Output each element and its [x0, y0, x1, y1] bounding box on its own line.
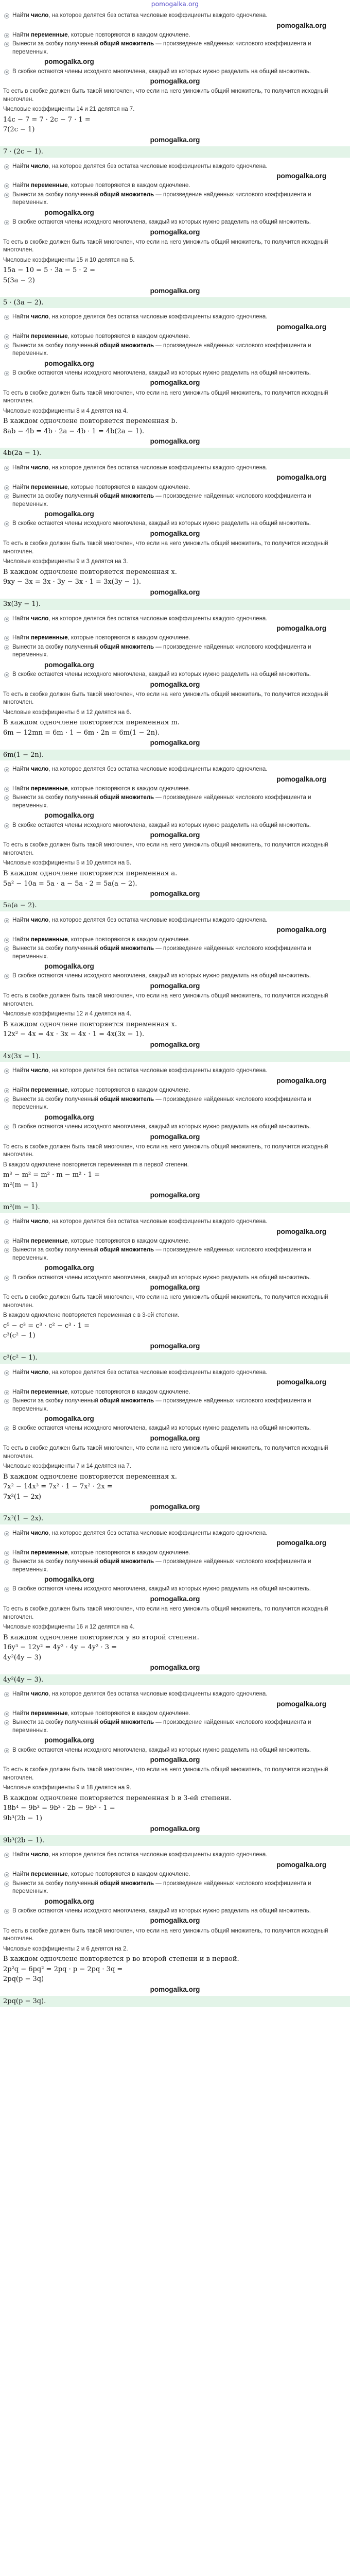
- bullet-icon: [4, 1426, 9, 1431]
- step-find-variables: Найти переменные, которые повторяются в каждом одночлене.: [3, 1549, 347, 1558]
- solution-section: [0, 1689, 350, 1850]
- bullet-icon: [4, 334, 9, 340]
- solution-section: [0, 463, 350, 614]
- step-find-variables: Найти переменные, которые повторяются в каждом одночлене.: [3, 1086, 347, 1095]
- math-line: В каждом одночлене повторяется переменная a.: [3, 869, 178, 877]
- site-title[interactable]: pomogalka.org: [151, 1, 199, 8]
- watermark: pomogalka.org: [276, 1077, 326, 1084]
- math-line: 12x² − 4x = 4x · 3x − 4x · 1 = 4x(3x − 1).: [3, 1030, 145, 1039]
- step-divide: В скобке остаются члены исходного многочлена, каждый из которых нужно разделить на общий множитель.: [3, 1585, 347, 1594]
- bullet-icon: [4, 1551, 9, 1556]
- step-factor-out: Вынести за скобку полученный общий множитель — произведение найденных числового коэффициента и переменных.: [3, 643, 347, 660]
- watermark: pomogalka.org: [150, 1040, 200, 1048]
- watermark: pomogalka.org: [150, 680, 200, 688]
- math-line: 16y³ − 12y² = 4y² · 4y − 4y² · 3 =: [3, 1643, 117, 1652]
- math-line: 7(2c − 1): [3, 126, 35, 134]
- section-intro: Числовые коэффициенты 15 и 10 делятся на 5.: [3, 257, 135, 263]
- step-factor-out: Вынести за скобку полученный общий множитель — произведение найденных числового коэффициента и переменных.: [3, 1718, 347, 1735]
- bullet-icon: [4, 371, 9, 376]
- step-divide: В скобке остаются члены исходного многочлена, каждый из которых нужно разделить на общий множитель.: [3, 1907, 347, 1916]
- watermark: pomogalka.org: [150, 529, 200, 537]
- answer-line: 4y²(4y − 3).: [0, 1674, 350, 1686]
- step-find-variables: Найти переменные, которые повторяются в каждом одночлене.: [3, 1388, 347, 1397]
- bullet-icon: [4, 823, 9, 828]
- step-factor-out: Вынести за скобку полученный общий множитель — произведение найденных числового коэффициента и переменных.: [3, 793, 347, 810]
- watermark: pomogalka.org: [44, 962, 94, 971]
- bullet-icon: [4, 1276, 9, 1281]
- math-line: 6m − 12mn = 6m · 1 − 6m · 2n = 6m(1 − 2n).: [3, 728, 160, 737]
- check-note: То есть в скобке должен быть такой многочлен, что если на него умножить общий множитель, то получится исходный многочлен.: [3, 1294, 328, 1309]
- math-lines: [3, 1793, 347, 1834]
- answer-line: 6m(1 − 2n).: [0, 750, 350, 761]
- step-divide: В скобке остаются члены исходного многочлена, каждый из которых нужно разделить на общий множитель.: [3, 1274, 347, 1283]
- step-divide: В скобке остаются члены исходного многочлена, каждый из которых нужно разделить на общий множитель.: [3, 369, 347, 378]
- bullet-icon: [4, 13, 9, 19]
- solution-section: [0, 10, 350, 161]
- watermark: pomogalka.org: [150, 437, 200, 446]
- watermark: pomogalka.org: [276, 1860, 326, 1869]
- math-line: m³ − m² = m² · m − m² · 1 =: [3, 1171, 100, 1179]
- check-note: То есть в скобке должен быть такой многочлен, что если на него умножить общий множитель, то получится исходный многочлен.: [3, 1606, 328, 1620]
- watermark: pomogalka.org: [150, 1342, 200, 1350]
- math-lines: [3, 1633, 347, 1673]
- bullet-icon: [4, 974, 9, 979]
- section-intro: Числовые коэффициенты 14 и 21 делятся на 7.: [3, 106, 135, 113]
- watermark: pomogalka.org: [150, 379, 200, 387]
- watermark: pomogalka.org: [150, 1595, 200, 1603]
- step-divide: В скобке остаются члены исходного многочлена, каждый из которых нужно разделить на общий множитель.: [3, 821, 347, 831]
- math-line: В каждом одночлене повторяется p во второй степени и в первой.: [3, 1955, 239, 1963]
- bullet-icon: [4, 220, 9, 225]
- watermark: pomogalka.org: [276, 473, 326, 482]
- watermark: pomogalka.org: [276, 775, 326, 783]
- watermark: pomogalka.org: [150, 135, 200, 144]
- bullet-icon: [4, 1711, 9, 1717]
- watermark: pomogalka.org: [44, 1113, 94, 1121]
- math-lines: [3, 1170, 347, 1200]
- bullet-icon: [4, 795, 9, 801]
- section-intro: В каждом одночлене повторяется переменная m в первой степени.: [3, 1161, 189, 1168]
- step-factor-out: Вынести за скобку полученный общий множитель — произведение найденных числового коэффициента и переменных.: [3, 191, 347, 208]
- solution-section: [0, 1367, 350, 1528]
- math-line: 5(3a − 2): [3, 276, 35, 284]
- check-note: То есть в скобке должен быть такой многочлен, что если на него умножить общий множитель, то получится исходный многочлен.: [3, 1927, 328, 1942]
- check-note: То есть в скобке должен быть такой многочлен, что если на него умножить общий множитель, то получится исходный многочлен.: [3, 691, 328, 706]
- bullet-icon: [4, 787, 9, 792]
- math-line: 2pq(p − 3q): [3, 1975, 44, 1984]
- math-line: 9xy − 3x = 3x · 3y − 3x · 1 = 3x(3y − 1).: [3, 578, 141, 586]
- solution-section: [0, 312, 350, 463]
- answer-line: 4b(2a − 1).: [0, 448, 350, 459]
- step-find-number: Найти число, на которое делятся без остатка числовые коэффициенты каждого одночлена.: [3, 1690, 347, 1699]
- watermark: pomogalka.org: [276, 1227, 326, 1235]
- watermark: pomogalka.org: [276, 1700, 326, 1708]
- step-find-variables: Найти переменные, которые повторяются в каждом одночлене.: [3, 1237, 347, 1246]
- bullet-icon: [4, 1390, 9, 1395]
- step-find-variables: Найти переменные, которые повторяются в каждом одночлене.: [3, 1870, 347, 1879]
- section-intro: Числовые коэффициенты 6 и 12 делятся на 6.: [3, 709, 131, 716]
- watermark: pomogalka.org: [276, 21, 326, 29]
- step-find-variables: Найти переменные, которые повторяются в каждом одночлене.: [3, 936, 347, 945]
- step-find-number: Найти число, на которое делятся без остатка числовые коэффициенты каждого одночлена.: [3, 1368, 347, 1378]
- step-divide: В скобке остаются члены исходного многочлена, каждый из которых нужно разделить на общий множитель.: [3, 972, 347, 981]
- math-line: В каждом одночлене повторяется y во второй степени.: [3, 1633, 199, 1641]
- bullet-icon: [4, 1882, 9, 1887]
- watermark: pomogalka.org: [150, 1132, 200, 1141]
- step-divide: В скобке остаются члены исходного многочлена, каждый из которых нужно разделить на общий множитель.: [3, 519, 347, 529]
- step-factor-out: Вынести за скобку полученный общий множитель — произведение найденных числового коэффициента и переменных.: [3, 944, 347, 961]
- math-lines: [3, 869, 347, 899]
- bullet-icon: [4, 494, 9, 499]
- bullet-icon: [4, 315, 9, 320]
- answer-line: 7 · (2c − 1).: [0, 146, 350, 158]
- math-line: 14c − 7 = 7 · 2c − 7 · 1 =: [3, 115, 91, 124]
- bullet-icon: [4, 1531, 9, 1536]
- section-intro: Числовые коэффициенты 8 и 4 делятся на 4.: [3, 408, 128, 414]
- bullet-icon: [4, 1872, 9, 1877]
- step-factor-out: Вынести за скобку полученный общий множитель — произведение найденных числового коэффициента и переменных.: [3, 1879, 347, 1896]
- step-find-number: Найти число, на которое делятся без остатка числовые коэффициенты каждого одночлена.: [3, 1851, 347, 1860]
- step-factor-out: Вынести за скобку полученный общий множитель — произведение найденных числового коэффициента и переменных.: [3, 40, 347, 57]
- bullet-icon: [4, 164, 9, 170]
- math-line: 5a² − 10a = 5a · a − 5a · 2 = 5a(a − 2).: [3, 879, 137, 888]
- answer-line: 4x(3x − 1).: [0, 1051, 350, 1062]
- math-line: 7x² − 14x³ = 7x² · 1 − 7x² · 2x =: [3, 1483, 113, 1491]
- watermark: pomogalka.org: [276, 1378, 326, 1386]
- bullet-icon: [4, 645, 9, 650]
- answer-line: 7x²(1 − 2x).: [0, 1513, 350, 1524]
- step-divide: В скобке остаются члены исходного многочлена, каждый из которых нужно разделить на общий множитель.: [3, 67, 347, 77]
- watermark: pomogalka.org: [276, 624, 326, 633]
- check-note: То есть в скобке должен быть такой многочлен, что если на него умножить общий множитель, то получится исходный многочлен.: [3, 993, 328, 1007]
- watermark: pomogalka.org: [150, 831, 200, 839]
- bullet-icon: [4, 918, 9, 923]
- step-find-number: Найти число, на которое делятся без остатка числовые коэффициенты каждого одночлена.: [3, 464, 347, 473]
- watermark: pomogalka.org: [150, 286, 200, 295]
- math-lines: [3, 718, 347, 748]
- bullet-icon: [4, 1560, 9, 1565]
- math-line: В каждом одночлене повторяется переменная x.: [3, 1020, 177, 1028]
- bullet-icon: [4, 636, 9, 641]
- answer-line: 2pq(p − 3q).: [0, 1996, 350, 2007]
- math-line: 15a − 10 = 5 · 3a − 5 · 2 =: [3, 266, 95, 275]
- math-line: 4y²(4y − 3): [3, 1653, 42, 1662]
- bullet-icon: [4, 1248, 9, 1253]
- math-lines: [3, 1020, 347, 1050]
- bullet-icon: [4, 1587, 9, 1592]
- watermark: pomogalka.org: [150, 1434, 200, 1442]
- bullet-icon: [4, 42, 9, 47]
- step-factor-out: Вынести за скобку полученный общий множитель — произведение найденных числового коэффициента и переменных.: [3, 492, 347, 509]
- watermark: pomogalka.org: [44, 1264, 94, 1272]
- math-line: m²(m − 1): [3, 1181, 38, 1189]
- step-find-variables: Найти переменные, которые повторяются в каждом одночлене.: [3, 31, 347, 40]
- bullet-icon: [4, 1219, 9, 1225]
- watermark: pomogalka.org: [150, 1824, 200, 1833]
- math-line: 2p²q − 6pq² = 2pq · p − 2pq · 3q =: [3, 1965, 123, 1973]
- watermark: pomogalka.org: [44, 1415, 94, 1423]
- watermark: pomogalka.org: [276, 1539, 326, 1547]
- watermark: pomogalka.org: [44, 1897, 94, 1905]
- bullet-icon: [4, 1125, 9, 1130]
- watermark: pomogalka.org: [150, 1917, 200, 1925]
- bullet-icon: [4, 466, 9, 471]
- math-lines: [3, 1321, 347, 1351]
- section-intro: Числовые коэффициенты 7 и 14 делятся на 7.: [3, 1463, 131, 1470]
- watermark: pomogalka.org: [44, 811, 94, 820]
- math-line: В каждом одночлене повторяется переменная x.: [3, 1472, 177, 1481]
- solution-content: [0, 10, 350, 2576]
- bullet-icon: [4, 1853, 9, 1858]
- bullet-icon: [4, 938, 9, 943]
- check-note: То есть в скобке должен быть такой многочлен, что если на него умножить общий множитель, то получится исходный многочлен.: [3, 1445, 328, 1460]
- watermark: pomogalka.org: [150, 1503, 200, 1511]
- watermark: pomogalka.org: [150, 228, 200, 236]
- check-note: То есть в скобке должен быть такой многочлен, что если на него умножить общий множитель, то получится исходный многочлен.: [3, 389, 328, 404]
- watermark: pomogalka.org: [44, 58, 94, 66]
- math-line: 9b³(2b − 1): [3, 1815, 42, 1823]
- bullet-icon: [4, 1692, 9, 1697]
- check-note: То есть в скобке должен быть такой многочлен, что если на него умножить общий множитель, то получится исходный многочлен.: [3, 1767, 328, 1781]
- bullet-icon: [4, 617, 9, 622]
- bullet-icon: [4, 1720, 9, 1725]
- step-divide: В скобке остаются члены исходного многочлена, каждый из которых нужно разделить на общий множитель.: [3, 1424, 347, 1433]
- step-find-number: Найти число, на которое делятся без остатка числовые коэффициенты каждого одночлена.: [3, 916, 347, 925]
- watermark: pomogalka.org: [44, 208, 94, 216]
- step-factor-out: Вынести за скобку полученный общий множитель — произведение найденных числового коэффициента и переменных.: [3, 1095, 347, 1112]
- math-line: 18b⁴ − 9b³ = 9b³ · 2b − 9b³ · 1 =: [3, 1804, 115, 1812]
- solution-section: [0, 1065, 350, 1216]
- math-line: В каждом одночлене повторяется переменная m.: [3, 719, 180, 727]
- bullet-icon: [4, 1748, 9, 1753]
- step-find-variables: Найти переменные, которые повторяются в каждом одночлене.: [3, 332, 347, 342]
- step-divide: В скобке остаются члены исходного многочлена, каждый из которых нужно разделить на общий множитель.: [3, 1746, 347, 1755]
- watermark: pomogalka.org: [150, 739, 200, 747]
- section-intro: Числовые коэффициенты 9 и 18 делятся на 9.: [3, 1785, 131, 1791]
- bullet-icon: [4, 1088, 9, 1093]
- watermark: pomogalka.org: [150, 981, 200, 990]
- bullet-icon: [4, 183, 9, 189]
- section-intro: Числовые коэффициенты 16 и 12 делятся на 4.: [3, 1624, 135, 1631]
- watermark: pomogalka.org: [150, 1283, 200, 1292]
- math-lines: [3, 1472, 347, 1513]
- step-find-variables: Найти переменные, которые повторяются в каждом одночлене.: [3, 634, 347, 643]
- watermark: pomogalka.org: [276, 172, 326, 180]
- watermark: pomogalka.org: [150, 1664, 200, 1672]
- step-find-number: Найти число, на которое делятся без остатка числовые коэффициенты каждого одночлена.: [3, 313, 347, 322]
- step-divide: В скобке остаются члены исходного многочлена, каждый из которых нужно разделить на общий множитель.: [3, 1123, 347, 1132]
- bullet-icon: [4, 193, 9, 198]
- watermark: pomogalka.org: [44, 1575, 94, 1584]
- math-lines: [3, 1954, 347, 1995]
- step-divide: В скобке остаются члены исходного многочлена, каждый из которых нужно разделить на общий множитель.: [3, 670, 347, 680]
- answer-line: 5a(a − 2).: [0, 900, 350, 911]
- step-find-number: Найти число, на которое делятся без остатка числовые коэффициенты каждого одночлена.: [3, 765, 347, 774]
- bullet-icon: [4, 1399, 9, 1404]
- bullet-icon: [4, 1097, 9, 1103]
- step-find-number: Найти число, на которое делятся без остатка числовые коэффициенты каждого одночлена.: [3, 11, 347, 21]
- watermark: pomogalka.org: [44, 1736, 94, 1744]
- math-line: c³(c² − 1): [3, 1332, 36, 1340]
- math-line: 8ab − 4b = 4b · 2a − 4b · 1 = 4b(2a − 1).: [3, 427, 145, 435]
- watermark: pomogalka.org: [276, 323, 326, 331]
- step-find-variables: Найти переменные, которые повторяются в каждом одночлене.: [3, 1709, 347, 1719]
- bullet-icon: [4, 344, 9, 349]
- check-note: То есть в скобке должен быть такой многочлен, что если на него умножить общий множитель, то получится исходный многочлен.: [3, 239, 328, 253]
- math-lines: [3, 115, 347, 145]
- answer-line: c³(c² − 1).: [0, 1352, 350, 1364]
- bullet-icon: [4, 1239, 9, 1244]
- check-note: То есть в скобке должен быть такой многочлен, что если на него умножить общий множитель, то получится исходный многочлен.: [3, 540, 328, 555]
- check-note: То есть в скобке должен быть такой многочлен, что если на него умножить общий множитель, то получится исходный многочлен.: [3, 842, 328, 856]
- section-intro: Числовые коэффициенты 2 и 6 делятся на 2.: [3, 1945, 128, 1952]
- watermark: pomogalka.org: [44, 660, 94, 669]
- step-find-number: Найти число, на которое делятся без остатка числовые коэффициенты каждого одночлена.: [3, 1217, 347, 1227]
- step-find-variables: Найти переменные, которые повторяются в каждом одночлене.: [3, 785, 347, 794]
- watermark: pomogalka.org: [150, 1191, 200, 1199]
- solution-section: [0, 915, 350, 1066]
- section-intro: Числовые коэффициенты 12 и 4 делятся на 4.: [3, 1011, 131, 1018]
- answer-line: 3x(3y − 1).: [0, 599, 350, 610]
- watermark: pomogalka.org: [276, 926, 326, 934]
- math-line: В каждом одночлене повторяется переменная b в 3-ей степени.: [3, 1794, 232, 1802]
- bullet-icon: [4, 767, 9, 772]
- bullet-icon: [4, 485, 9, 490]
- bullet-icon: [4, 521, 9, 527]
- solution-section: [0, 1850, 350, 2010]
- bullet-icon: [4, 70, 9, 75]
- step-factor-out: Вынести за скобку полученный общий множитель — произведение найденных числового коэффициента и переменных.: [3, 1246, 347, 1263]
- watermark: pomogalka.org: [150, 1985, 200, 1993]
- bullet-icon: [4, 1370, 9, 1376]
- bullet-icon: [4, 33, 9, 38]
- bullet-icon: [4, 946, 9, 952]
- math-line: В каждом одночлене повторяется переменная b.: [3, 417, 178, 426]
- bullet-icon: [4, 672, 9, 677]
- answer-line: 9b³(2b − 1).: [0, 1835, 350, 1846]
- watermark: pomogalka.org: [150, 77, 200, 86]
- watermark: pomogalka.org: [44, 359, 94, 367]
- watermark: pomogalka.org: [150, 890, 200, 898]
- watermark: pomogalka.org: [150, 588, 200, 596]
- site-header: [0, 0, 350, 10]
- math-line: 7x²(1 − 2x): [3, 1493, 41, 1501]
- section-intro: Числовые коэффициенты 5 и 10 делятся на 5.: [3, 860, 131, 867]
- solution-section: [0, 614, 350, 765]
- bullet-icon: [4, 1909, 9, 1914]
- watermark: pomogalka.org: [44, 510, 94, 518]
- answer-line: m²(m − 1).: [0, 1202, 350, 1213]
- step-factor-out: Вынести за скобку полученный общий множитель — произведение найденных числового коэффициента и переменных.: [3, 1397, 347, 1414]
- section-intro: Числовые коэффициенты 9 и 3 делятся на 3.: [3, 558, 128, 565]
- bullet-icon: [4, 1069, 9, 1074]
- step-find-variables: Найти переменные, которые повторяются в каждом одночлене.: [3, 483, 347, 493]
- step-find-number: Найти число, на которое делятся без остатка числовые коэффициенты каждого одночлена.: [3, 1529, 347, 1538]
- watermark: pomogalka.org: [150, 1756, 200, 1764]
- math-lines: [3, 567, 347, 598]
- solution-section: [0, 1216, 350, 1367]
- step-factor-out: Вынести за скобку полученный общий множитель — произведение найденных числового коэффициента и переменных.: [3, 342, 347, 359]
- math-lines: [3, 265, 347, 296]
- step-find-number: Найти число, на которое делятся без остатка числовые коэффициенты каждого одночлена.: [3, 615, 347, 624]
- solution-section: [0, 1528, 350, 1689]
- solution-section: [0, 161, 350, 312]
- step-factor-out: Вынести за скобку полученный общий множитель — произведение найденных числового коэффициента и переменных.: [3, 1557, 347, 1574]
- step-find-number: Найти число, на которое делятся без остатка числовые коэффициенты каждого одночлена.: [3, 1066, 347, 1076]
- math-line: В каждом одночлене повторяется переменная x.: [3, 568, 177, 576]
- check-note: То есть в скобке должен быть такой многочлен, что если на него умножить общий множитель, то получится исходный многочлен.: [3, 1143, 328, 1158]
- check-note: То есть в скобке должен быть такой многочлен, что если на него умножить общий множитель, то получится исходный многочлен.: [3, 88, 328, 103]
- math-line: c⁵ − c³ = c³ · c² − c³ · 1 =: [3, 1321, 90, 1330]
- section-intro: В каждом одночлене повторяется переменная c в 3-ей степени.: [3, 1312, 180, 1319]
- step-find-variables: Найти переменные, которые повторяются в каждом одночлене.: [3, 181, 347, 191]
- answer-line: 5 · (3a − 2).: [0, 297, 350, 309]
- step-find-number: Найти число, на которое делятся без остатка числовые коэффициенты каждого одночлена.: [3, 162, 347, 172]
- solution-section: [0, 764, 350, 915]
- math-lines: [3, 416, 347, 447]
- step-divide: В скобке остаются члены исходного многочлена, каждый из которых нужно разделить на общий множитель.: [3, 218, 347, 227]
